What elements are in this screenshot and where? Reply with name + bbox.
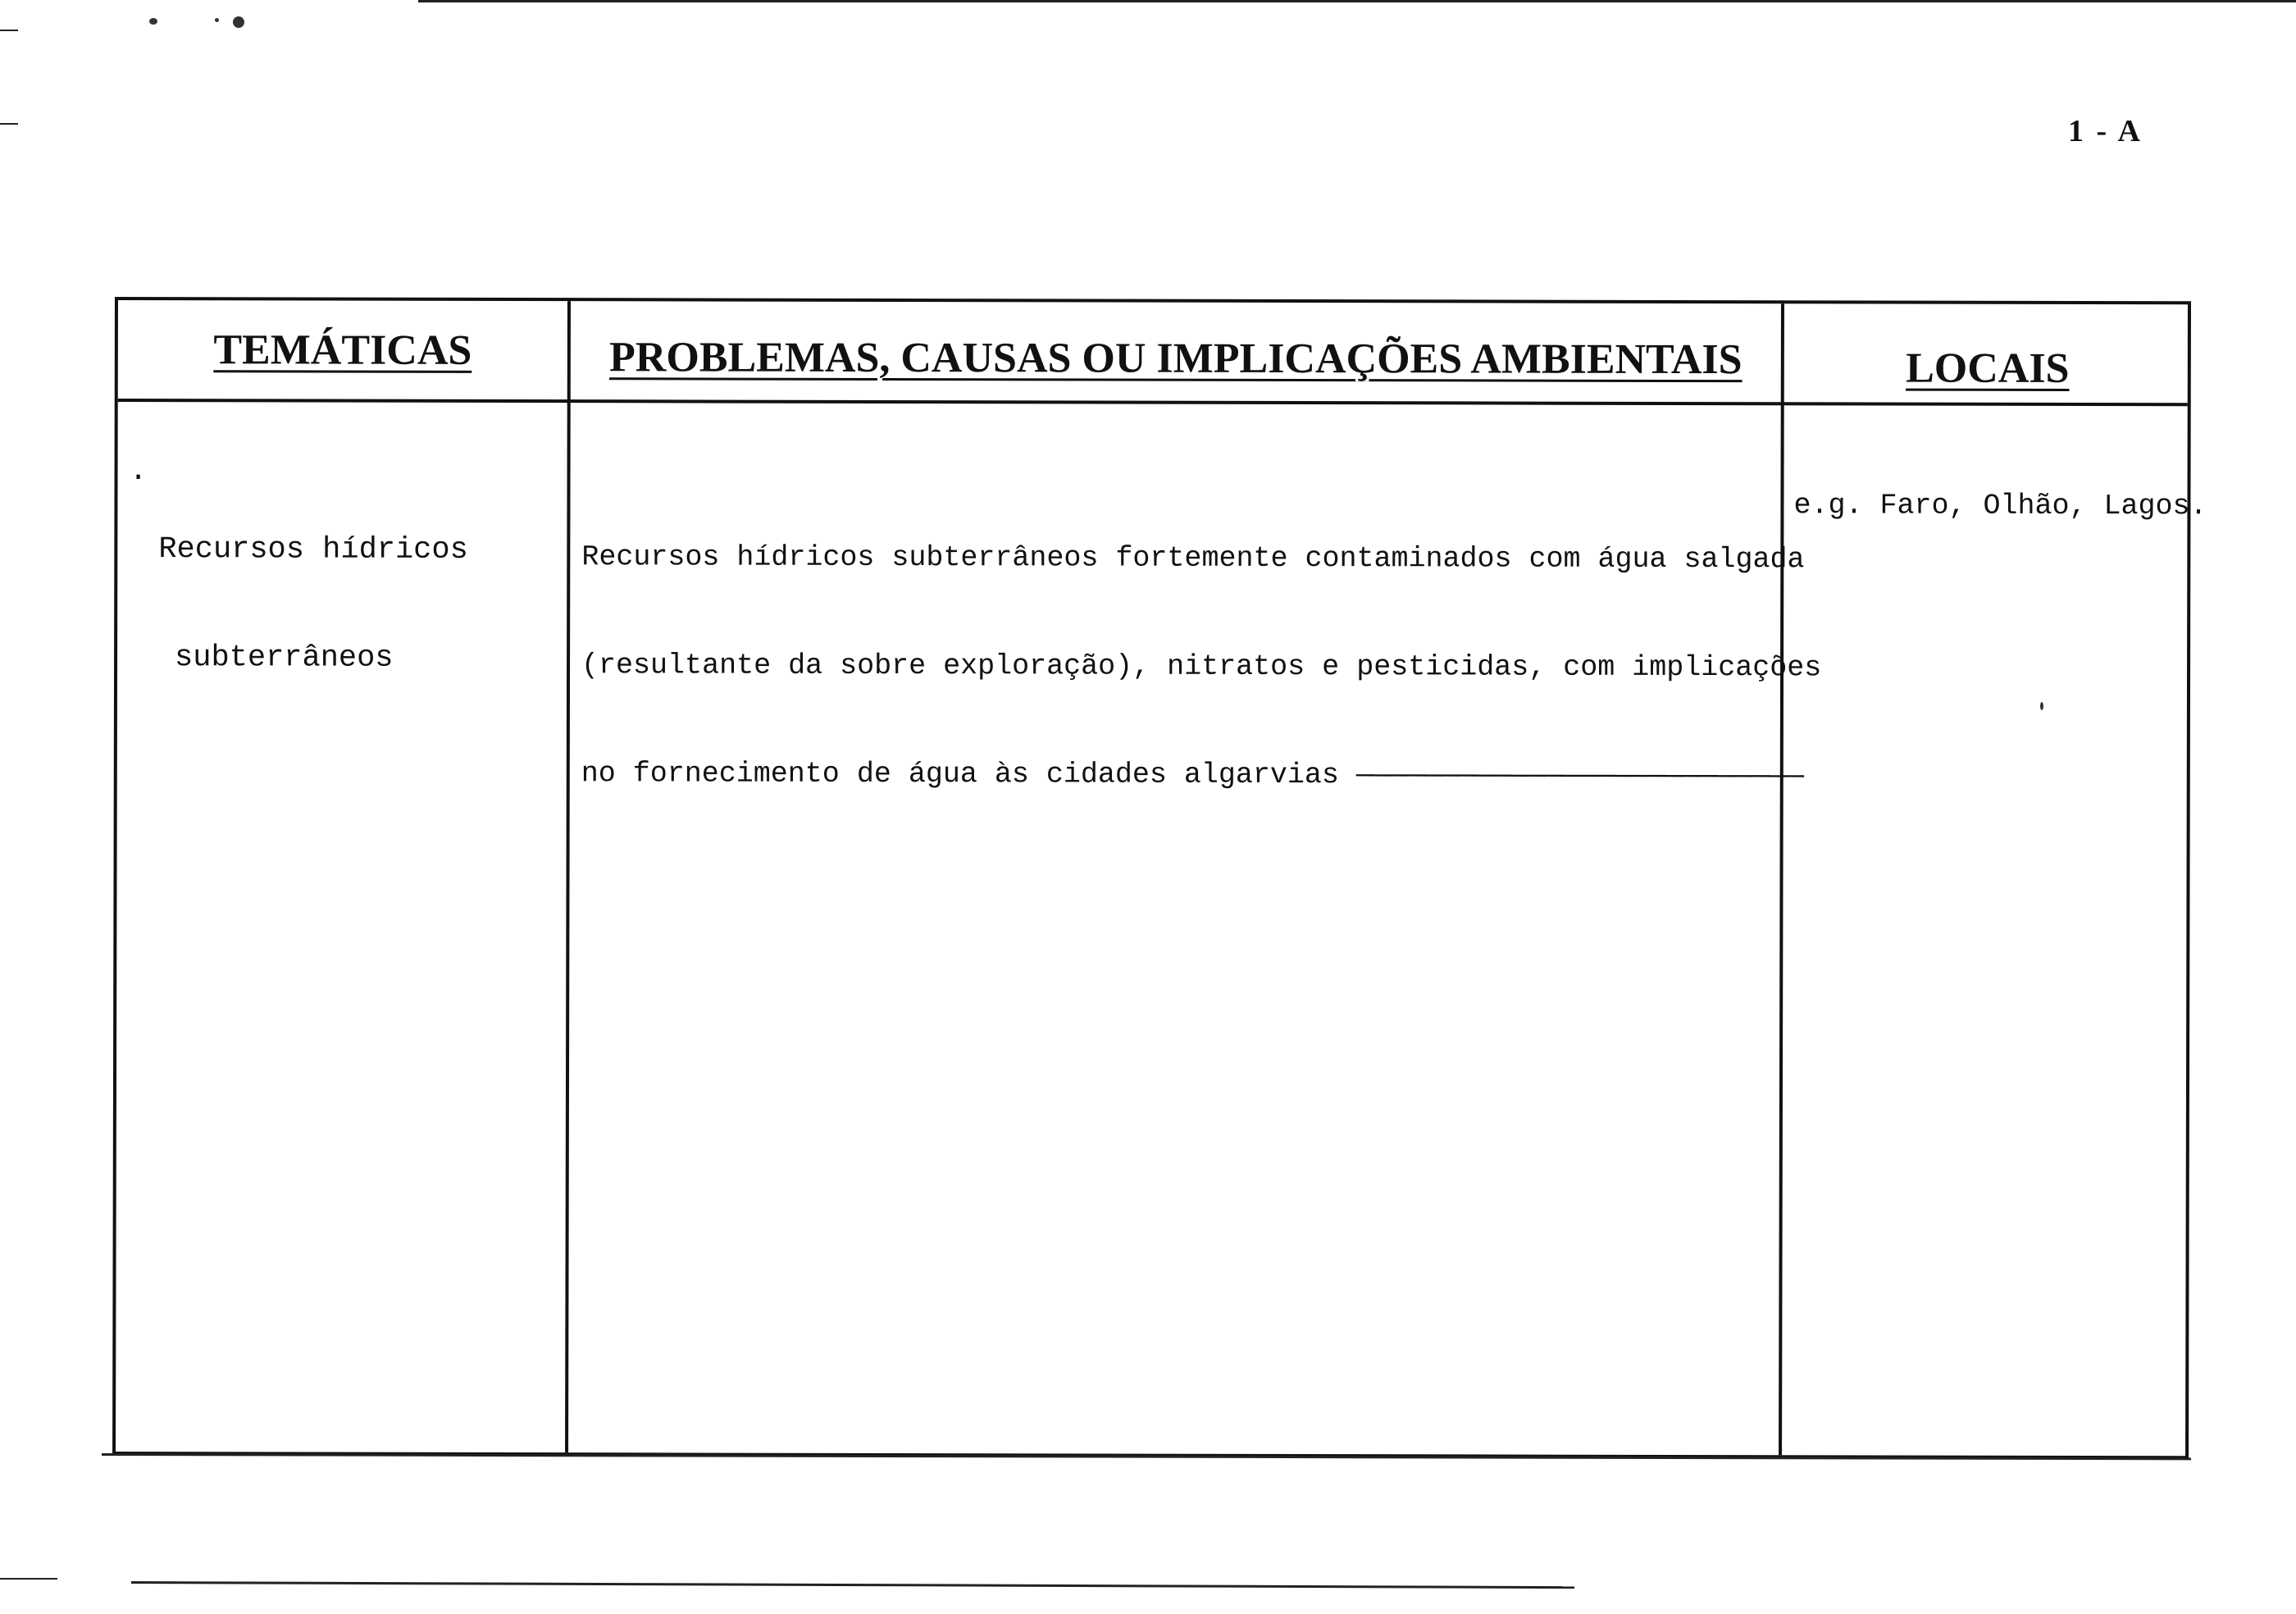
- tematica-line: Recursos hídricos: [158, 532, 468, 568]
- tematica-cell: [158, 459, 468, 749]
- header-cell-locais: [1784, 318, 2191, 417]
- header-tematicas: TEMÁTICAS: [213, 326, 472, 374]
- problema-line: no fornecimento de água às cidades algarvias ——————————————————————————: [581, 757, 1805, 793]
- header-locais: LOCAIS: [1906, 344, 2070, 392]
- header-cell-problemas: [571, 308, 1781, 408]
- problema-line: Recursos hídricos subterrâneos fortemente contaminados com água salgada: [581, 540, 1805, 577]
- page-number: 1 - A: [2068, 114, 2143, 148]
- problema-line: (resultante da sobre exploração), nitratos e pesticidas, com implicações: [581, 649, 1822, 685]
- tematica-line: subterrâneos: [175, 641, 394, 676]
- scan-speck: [149, 18, 157, 25]
- left-tick-top: [0, 30, 18, 31]
- bottom-rule: [131, 1581, 1574, 1589]
- top-rule: [418, 0, 2296, 2]
- column-divider-1: [565, 301, 571, 1452]
- bottom-left-tick: [0, 1578, 57, 1580]
- list-bullet: .: [129, 454, 148, 490]
- scan-speck: [233, 16, 244, 28]
- header-cell-tematicas: [118, 300, 567, 399]
- header-problemas: PROBLEMAS, CAUSAS OU IMPLICAÇÕES AMBIENTAIS: [608, 333, 1742, 383]
- themes-table: [112, 297, 2207, 1459]
- locais-cell: e.g. Faro, Olhão, Lagos.: [1793, 489, 2207, 523]
- problema-cell: [581, 467, 1822, 866]
- left-tick-mid: [0, 123, 18, 125]
- scan-speck: [215, 18, 219, 22]
